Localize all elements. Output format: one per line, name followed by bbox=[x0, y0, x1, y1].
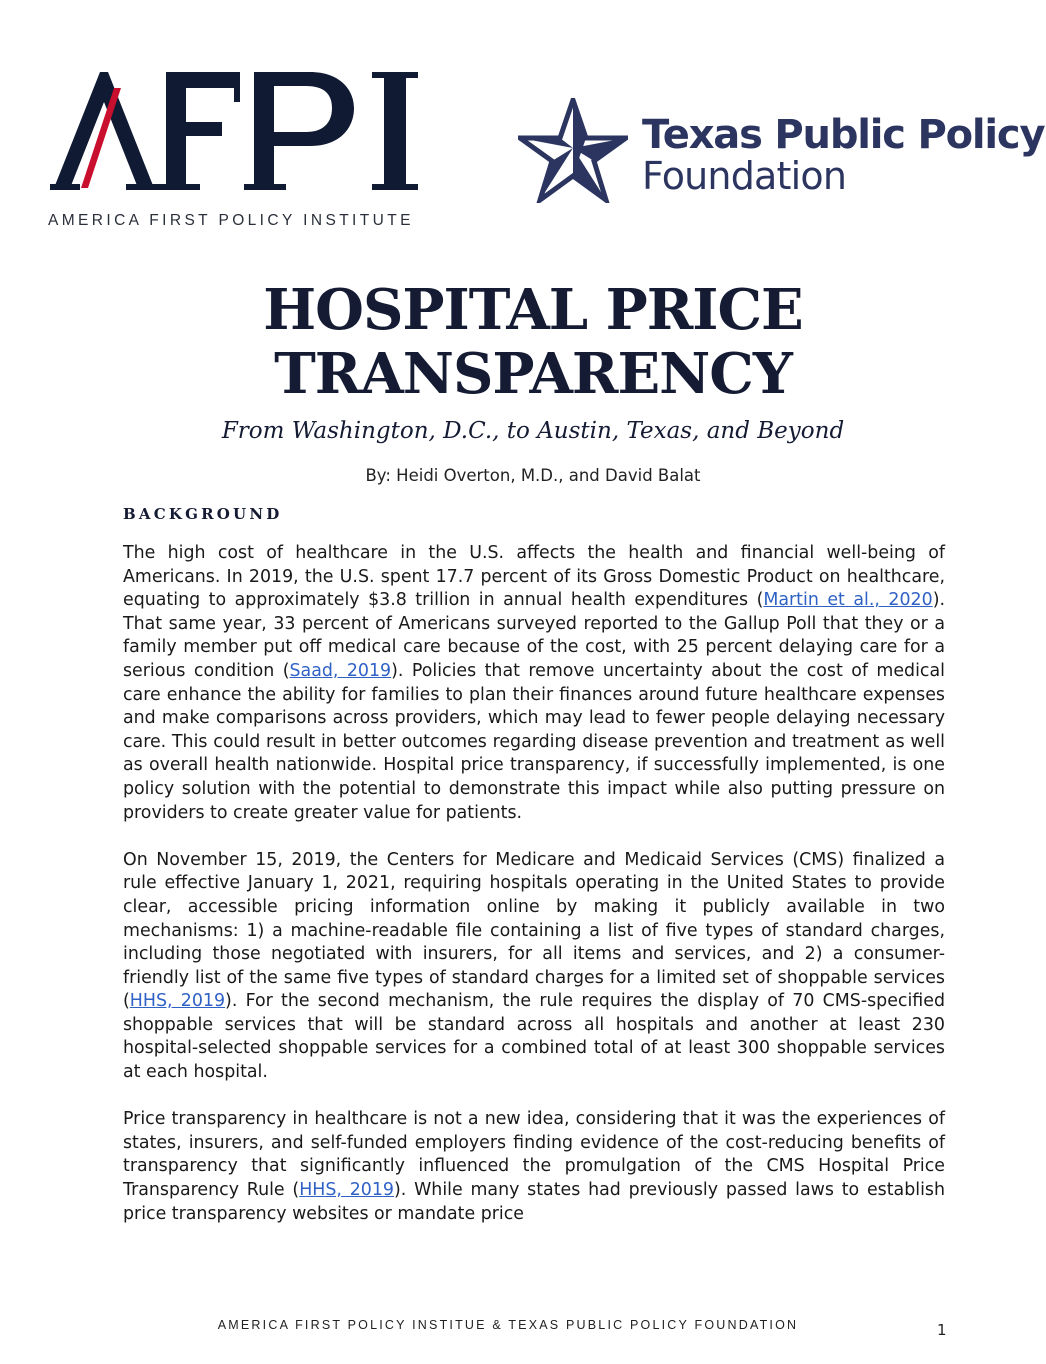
tppf-name-line1: Texas Public Policy bbox=[642, 112, 1045, 158]
document-title bbox=[0, 278, 1046, 406]
paragraph-text: On November 15, 2019, the Centers for Medicare and Medicaid Services (CMS) finalized a rule effective January 1, 2021, requiring hospitals operating in the United States to provide clear, accessible pricing information online by making it publicly available in two mechanisms: 1) a machine-readable file containing a list of five types of standard charges, including those negotiated with insurers, for all items and services, and 2) a consumer-friendly list of the same five types of standard charges for a limited set of shoppable services ( bbox=[123, 849, 945, 1012]
citation-link-martin[interactable]: Martin et al., 2020 bbox=[763, 590, 933, 611]
citation-link-hhs[interactable]: HHS, 2019 bbox=[129, 991, 226, 1012]
citation-link-hhs[interactable]: HHS, 2019 bbox=[299, 1180, 394, 1201]
page-number: 1 bbox=[937, 1321, 947, 1339]
afpi-tagline: AMERICA FIRST POLICY INSTITUTE bbox=[48, 212, 414, 229]
afpi-logo bbox=[48, 58, 438, 238]
paragraph-2 bbox=[123, 849, 945, 1085]
title-line-1: HOSPITAL PRICE bbox=[263, 277, 803, 343]
paragraph-text: ). That same year, 33 percent of Americans surveyed reported to the Gallup Poll that they or a family member put off medical care because of the cost, with 25 percent delaying care for a serious condition ( bbox=[123, 590, 946, 681]
section-heading-background: BACKGROUND bbox=[123, 505, 283, 523]
star-icon bbox=[518, 98, 628, 203]
citation-link-saad[interactable]: Saad, 2019 bbox=[289, 660, 392, 681]
paragraph-text: ). While many states had previously passed laws to establish price transparency websites or mandate price bbox=[123, 1180, 946, 1224]
tppf-name-line2: Foundation bbox=[642, 154, 847, 198]
afpi-wordmark-logo bbox=[48, 58, 438, 198]
paragraph-3 bbox=[123, 1108, 945, 1226]
paragraph-text: ). For the second mechanism, the rule requires the display of 70 CMS-specified shoppable services that will be standard across all hospitals and another at least 230 hospital-selected shoppable services for a combined total of at least 300 shoppable services at each hospital. bbox=[123, 991, 945, 1083]
paragraph-1 bbox=[123, 542, 945, 825]
page-footer: AMERICA FIRST POLICY INSTITUE & TEXAS PUBLIC POLICY FOUNDATION bbox=[217, 1318, 799, 1332]
body-text bbox=[123, 542, 945, 1250]
title-line-2: TRANSPARENCY bbox=[274, 341, 792, 407]
paragraph-text: ). Policies that remove uncertainty about the cost of medical care enhance the ability for families to plan their finances around future healthcare expenses and make comparisons across providers, which may lead to fewer people delaying necessary care. This could result in better outcomes regarding disease prevention and treatment as well as overall health nationwide. Hospital price transparency, if successfully implemented, is one policy solution with the potential to demonstrate this impact while also putting pressure on providers to create greater value for patients. bbox=[123, 660, 945, 823]
tppf-logo bbox=[518, 98, 1043, 203]
paragraph-text: The high cost of healthcare in the U.S. affects the health and financial well-being of Americans. In 2019, the U.S. spent 17.7 percent of its Gross Domestic Product on healthcare, equating to approximately $3.8 trillion in annual health expenditures ( bbox=[123, 543, 945, 611]
paragraph-text: Price transparency in healthcare is not a new idea, considering that it was the experiences of states, insurers, and self-funded employers finding evidence of the cost-reducing benefits of transparency that significantly influenced the promulgation of the CMS Hospital Price Transparency Rule ( bbox=[123, 1109, 945, 1201]
byline: By: Heidi Overton, M.D., and David Balat bbox=[365, 466, 701, 485]
document-subtitle: From Washington, D.C., to Austin, Texas, and Beyond bbox=[221, 418, 845, 444]
